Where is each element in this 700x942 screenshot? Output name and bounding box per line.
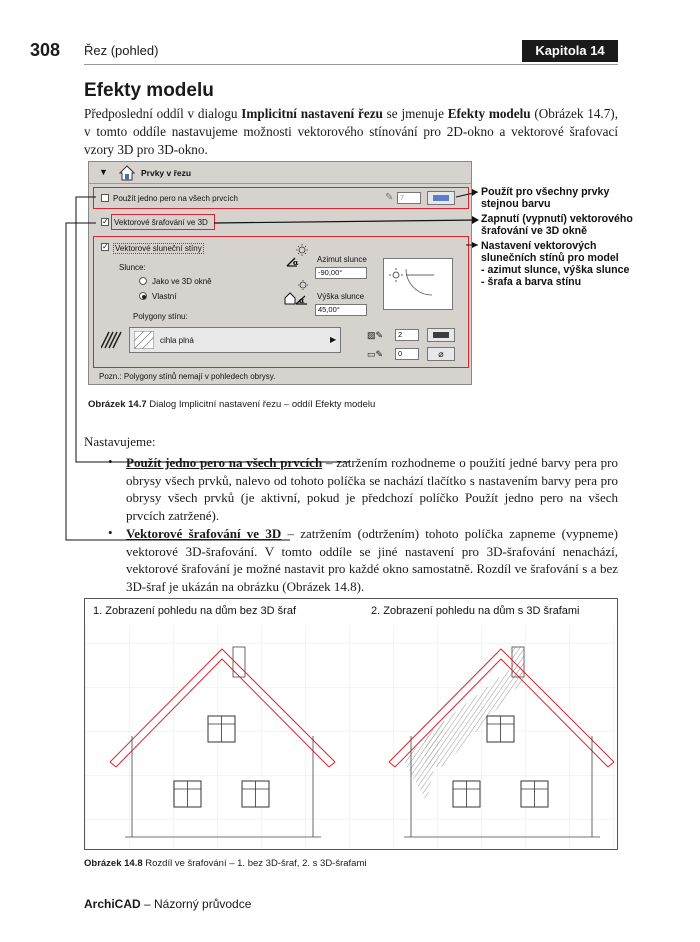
section-heading: Efekty modelu: [84, 80, 214, 101]
fill-name: cihla plná: [160, 336, 194, 345]
vector-hatching-checkbox[interactable]: ✓: [102, 217, 109, 226]
altitude-field[interactable]: 45,00°: [315, 304, 367, 316]
background-pen-icon: ▭✎: [367, 349, 384, 359]
body-lead: Nastavujeme:: [84, 434, 156, 449]
dialog-note: Pozn.: Polygony stínů nemají v pohledech obrysy.: [99, 372, 276, 381]
callout-sun-shadows: Nastavení vektorových slunečních stínů pro model - azimut slunce, výška slunce - šrafa a barva stínu: [481, 240, 630, 288]
hatching-comparison-figure: [84, 598, 618, 850]
vector-hatching-label: Vektorové šrafování ve 3D: [114, 218, 208, 227]
sun-label: Slunce:: [119, 263, 146, 272]
fill-pen-field[interactable]: 2: [395, 329, 419, 341]
chapter-badge: Kapitola 14: [522, 40, 618, 62]
intro-paragraph: Předposlední oddíl v dialogu Implicitní nastavení řezu se jmenuje Efekty modelu (Obrázek 14.7), v tomto oddíle nastavujeme možnosti vektorového stínování pro 2D-okno a vektorové šrafovací vzory 3D pro 3D-okno.: [84, 106, 618, 157]
background-pen-field[interactable]: 0: [395, 348, 419, 360]
polygons-label: Polygony stínu:: [133, 312, 188, 321]
callout-vector-hatching: Zapnutí (vypnutí) vektorového šrafování ve 3D okně: [481, 213, 633, 237]
collapse-triangle-icon[interactable]: ▼: [99, 167, 108, 177]
house-elevations: [85, 599, 617, 849]
background-transparent-button[interactable]: ⌀: [427, 347, 455, 361]
altitude-label: Výška slunce: [317, 292, 365, 301]
panel-2-title: 2. Zobrazení pohledu na dům s 3D šrafami: [371, 605, 580, 617]
radio-own-label: Vlastní: [152, 292, 177, 301]
dialog-title: Prvky v řezu: [141, 168, 192, 178]
fill-pen-icon: ▨✎: [367, 330, 384, 340]
figure-caption-14-8: Obrázek 14.8 Rozdíl ve šrafování – 1. bez 3D-šraf, 2. s 3D-šrafami: [84, 858, 367, 869]
svg-text:α: α: [299, 296, 305, 305]
list-item: Vektorové šrafování ve 3D – zatržením (odtržením) tohoto políčka zapneme (vypneme) vektorové 3D-šrafování. V tomto oddíle se jiné nastavení pro 3D-šrafování nenachází, vektorové šrafování je možné nastavit pro každé okno samostatně. Rozdíl ve šrafování s a bez 3D-šraf je ukázán na obrázku (Obrázek 14.8).: [126, 526, 618, 594]
azimuth-field[interactable]: -90,00°: [315, 267, 367, 279]
single-pen-label: Použít jedno pero na všech prvcích: [113, 194, 238, 203]
list-item: Použít jedno pero na všech prvcích – zatržením rozhodneme o použití jedné barvy pera pro obrysy všech prvků, nalevo od tohoto políčka se nachází tlačítko s nastavením barvy pera pro obrysy všech prvků (je aktivní, pokud je předchozí políčko Použít jedno pero na všech prvcích zatržené).: [126, 455, 618, 523]
radio-same-label: Jako ve 3D okně: [152, 277, 212, 286]
svg-text:α: α: [293, 258, 299, 267]
pen-number-field[interactable]: 7: [397, 192, 421, 204]
callout-single-pen: Použít pro všechny prvky stejnou barvu: [481, 186, 610, 210]
selector-arrow-icon: ▶: [330, 335, 337, 344]
running-title: Řez (pohled): [84, 43, 159, 58]
sun-shadows-label: Vektorové sluneční stíny: [115, 244, 202, 253]
pen-icon: ✎: [385, 192, 394, 203]
panel-1-title: 1. Zobrazení pohledu na dům bez 3D šraf: [93, 605, 297, 617]
bullet-2: •: [108, 525, 113, 540]
footer: ArchiCAD – Názorný průvodce: [84, 897, 252, 911]
page-number: 308: [30, 40, 61, 60]
bullet-1: •: [108, 454, 113, 469]
azimuth-label: Azimut slunce: [317, 255, 367, 264]
sun-shadows-checkbox[interactable]: ✓: [102, 242, 109, 251]
figure-caption-14-7: Obrázek 14.7 Dialog Implicitní nastavení řezu – oddíl Efekty modelu: [88, 399, 376, 410]
